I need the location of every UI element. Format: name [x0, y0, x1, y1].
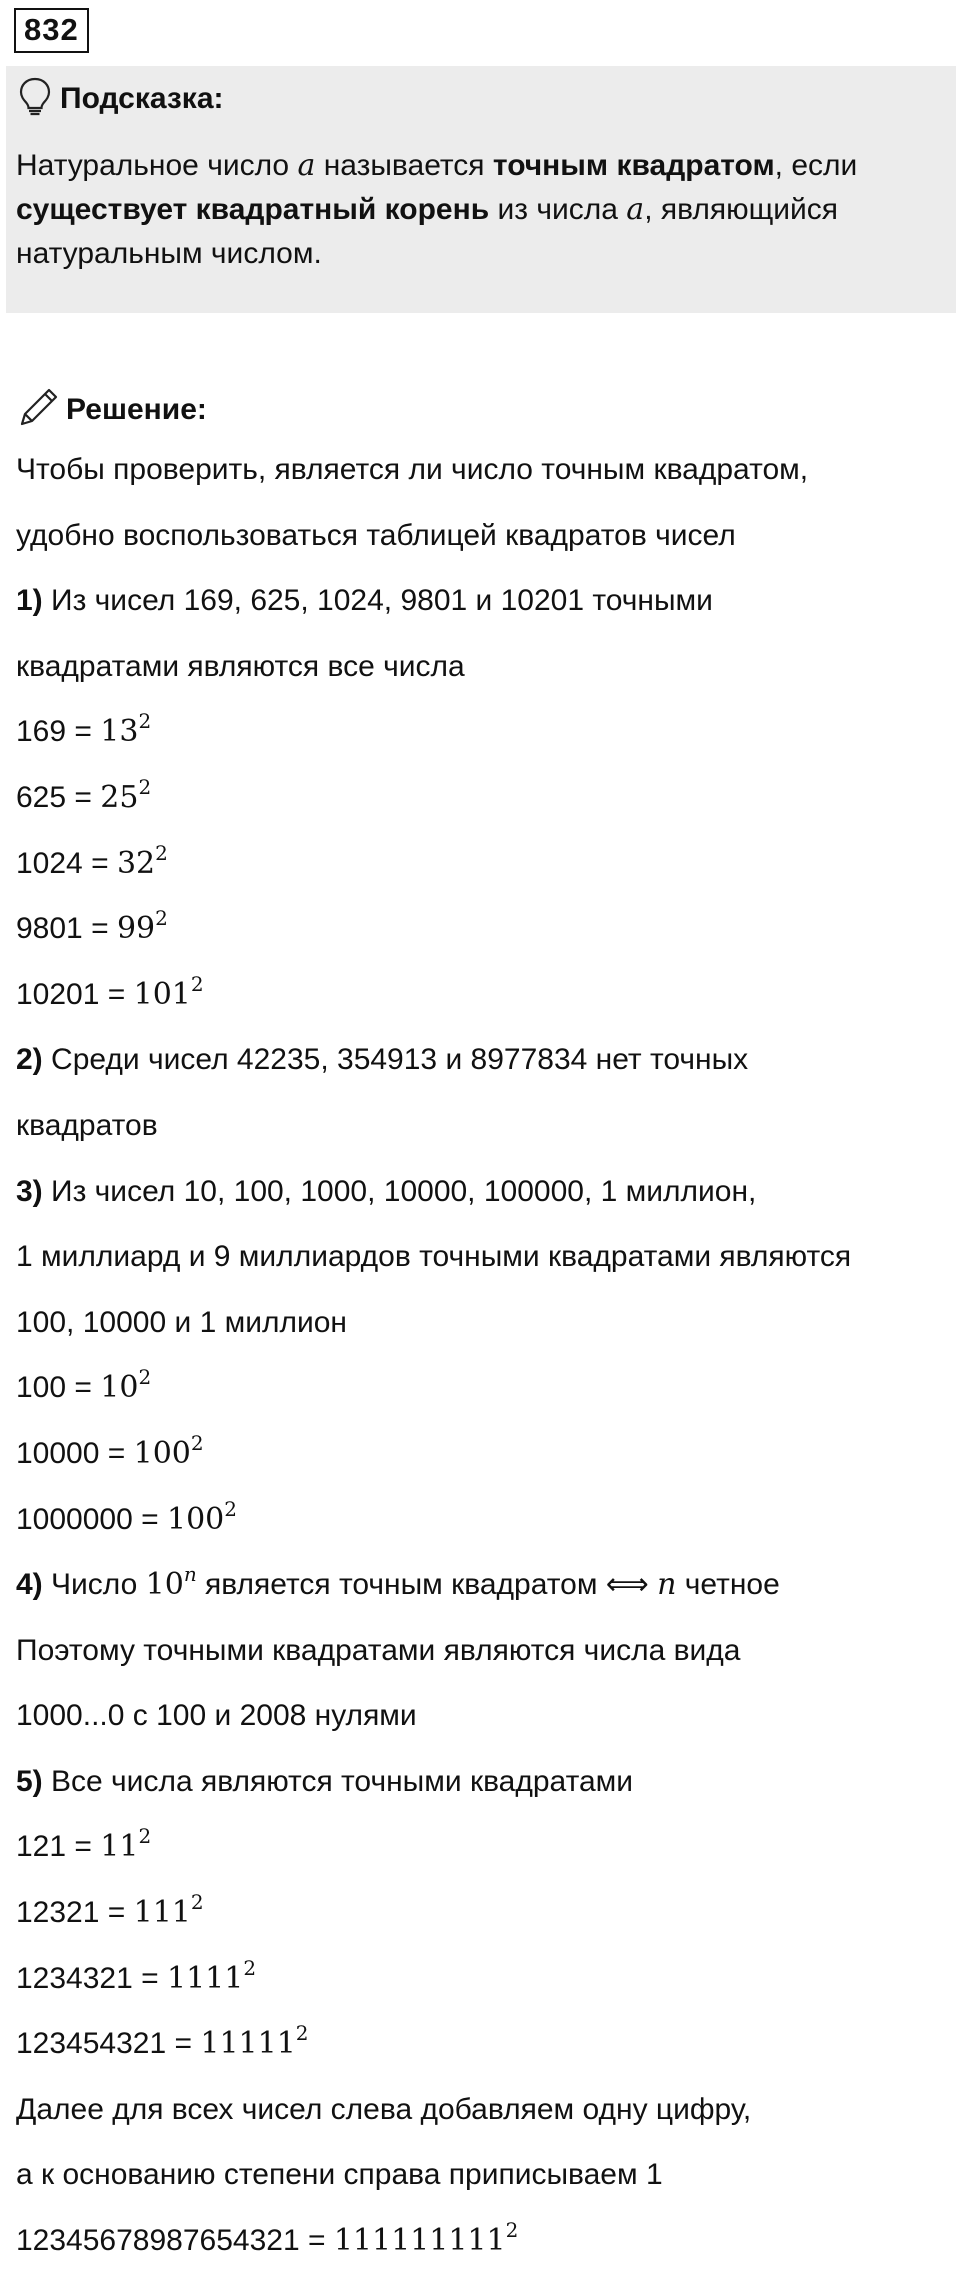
equation: $100 = 10^2$	[16, 1365, 152, 1406]
step-4: 4) Число 10$^n$ является точным квадратом ⟺ n четное	[16, 1562, 780, 1603]
equation: $625 = 25^2$	[16, 774, 152, 815]
task-number: 832	[14, 8, 89, 53]
equation: $1234321 = 1111^2$	[16, 1955, 257, 1996]
equation: $9801 = 99^2$	[16, 906, 168, 947]
equation: $121 = 11^2$	[16, 1824, 152, 1865]
final-equation: $12345678987654321 = 111111111^2$	[16, 2218, 519, 2259]
step-1-cont: квадратами являются все числа	[16, 649, 465, 683]
equation: $169 = 13^2$	[16, 709, 152, 750]
step-1: 1) Из чисел 169, 625, 1024, 9801 и 10201 точными	[16, 584, 713, 618]
step-4-cont: 1000...0 с 100 и 2008 нулями	[16, 1699, 417, 1733]
solution-title: Решение:	[66, 392, 207, 426]
step-3-cont: 100, 10000 и 1 миллион	[16, 1305, 347, 1339]
solution-header	[16, 384, 207, 435]
lightbulb-icon	[16, 76, 54, 121]
hint-box	[6, 66, 956, 313]
equation: $10000 = 100^2$	[16, 1430, 204, 1471]
step-5: 5) Все числа являются точными квадратами	[16, 1764, 634, 1798]
outro-line: а к основанию степени справа приписываем 1	[16, 2158, 663, 2192]
hint-text: Натуральное число a называется точным квадратом, если существует квадратный корень из числа a, являющийся натуральным числом.	[16, 148, 858, 270]
intro-line: удобно воспользоваться таблицей квадратов чисел	[16, 518, 736, 552]
step-3-cont: 1 миллиард и 9 миллиардов точными квадратами являются	[16, 1240, 852, 1274]
step-3: 3) Из чисел 10, 100, 1000, 10000, 100000, 1 миллион,	[16, 1174, 757, 1208]
equation: $12321 = 111^2$	[16, 1890, 204, 1931]
hint-header	[16, 76, 224, 121]
step-2: 2) Среди чисел 42235, 354913 и 8977834 нет точных	[16, 1043, 749, 1077]
step-4-cont: Поэтому точными квадратами являются числа вида	[16, 1633, 741, 1667]
outro-line: Далее для всех чисел слева добавляем одну цифру,	[16, 2092, 752, 2126]
step-2-cont: квадратов	[16, 1108, 158, 1142]
equation: $1000000 = 100^2$	[16, 1496, 237, 1537]
equation: $10201 = 101^2$	[16, 971, 204, 1012]
pencil-icon	[16, 384, 62, 435]
equation: $1024 = 32^2$	[16, 840, 168, 881]
solution-body	[16, 448, 946, 2285]
intro-line: Чтобы проверить, является ли число точным квадратом,	[16, 453, 809, 486]
equation: $123454321 = 11111^2$	[16, 2021, 309, 2062]
hint-title: Подсказка:	[60, 81, 224, 115]
